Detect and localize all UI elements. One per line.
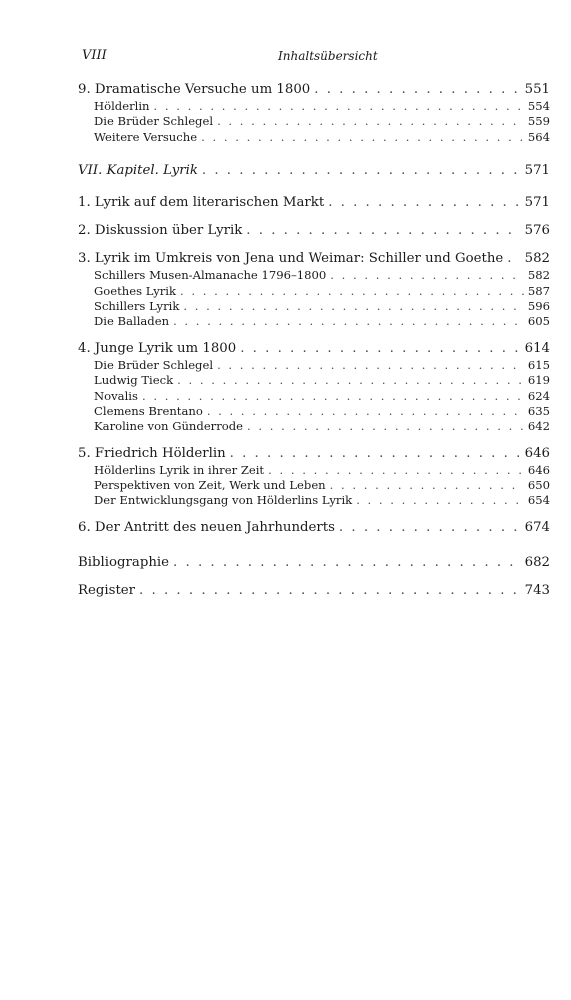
toc-entry[interactable] xyxy=(78,581,550,600)
spacer xyxy=(78,435,550,444)
toc-page-number: 619 xyxy=(527,373,550,388)
toc-entry-title: Perspektiven von Zeit, Werk und Leben xyxy=(94,478,326,493)
leader-dots xyxy=(356,493,524,508)
toc-page-number: 582 xyxy=(527,268,550,283)
toc-page-number: 642 xyxy=(527,419,550,434)
toc-entry-title: Karoline von Günderrode xyxy=(94,419,244,434)
toc-page-number: 571 xyxy=(524,195,550,211)
leader-dots xyxy=(139,581,521,600)
toc-entry-title: Register xyxy=(78,582,136,598)
leader-dots xyxy=(247,419,524,434)
leader-dots xyxy=(230,444,521,463)
toc-page-number: 576 xyxy=(524,223,550,239)
spacer xyxy=(78,509,550,518)
toc-subentry[interactable] xyxy=(78,268,550,283)
toc-entry-title: Der Entwicklungsgang von Hölderlins Lyrik xyxy=(94,493,353,508)
spacer xyxy=(78,330,550,339)
spacer xyxy=(78,212,550,221)
toc-chapter[interactable] xyxy=(78,161,550,180)
toc-page-number: 559 xyxy=(527,114,550,129)
toc-subentry[interactable] xyxy=(78,314,550,329)
toc-entry-title: 5. Friedrich Hölderlin xyxy=(78,445,226,461)
toc-entry-title: Weitere Versuche xyxy=(94,129,198,144)
toc-entry-title: Novalis xyxy=(94,388,138,403)
leader-dots xyxy=(177,373,524,388)
leader-dots xyxy=(173,553,521,572)
toc-entry-title: 2. Diskussion über Lyrik xyxy=(78,223,243,239)
toc-subentry[interactable] xyxy=(78,299,550,314)
toc-page-number: 635 xyxy=(527,403,550,418)
toc-entry-title: Bibliographie xyxy=(78,554,170,570)
toc-entry[interactable] xyxy=(78,80,550,99)
leader-dots xyxy=(507,249,520,268)
toc-entry-title: Die Brüder Schlegel xyxy=(94,357,214,372)
toc-page-number: 615 xyxy=(527,357,550,372)
toc-page-number: 743 xyxy=(524,582,550,598)
toc-entry-title: Hölderlins Lyrik in ihrer Zeit xyxy=(94,462,265,477)
toc-entry-title: 6. Der Antritt des neuen Jahrhunderts xyxy=(78,519,335,535)
toc-page-number: 596 xyxy=(527,298,550,313)
leader-dots xyxy=(314,80,520,99)
toc-entry-title: Ludwig Tieck xyxy=(94,373,174,388)
spacer xyxy=(78,537,550,553)
toc-page-number: 571 xyxy=(524,163,550,179)
leader-dots xyxy=(183,299,523,314)
spacer xyxy=(78,145,550,161)
toc-subentry[interactable] xyxy=(78,493,550,508)
toc-entry-title: Goethes Lyrik xyxy=(94,283,177,298)
running-title: Inhaltsübersicht xyxy=(278,49,378,63)
toc-page-number: 624 xyxy=(527,388,550,403)
toc-page-number: 587 xyxy=(527,283,550,298)
leader-dots xyxy=(201,130,524,145)
toc-chapter-title: VII. Kapitel. Lyrik xyxy=(78,163,198,179)
toc-entry[interactable] xyxy=(78,553,550,572)
toc-entry-title: 1. Lyrik auf dem literarischen Markt xyxy=(78,195,325,211)
leader-dots xyxy=(217,114,524,129)
leader-dots xyxy=(240,339,520,358)
toc-entry-title: 9. Dramatische Versuche um 1800 xyxy=(78,82,311,97)
toc-subentry[interactable] xyxy=(78,114,550,129)
toc-subentry[interactable] xyxy=(78,389,550,404)
page-header xyxy=(82,48,549,68)
toc-subentry[interactable] xyxy=(78,404,550,419)
toc-page-number: 654 xyxy=(527,493,550,508)
toc-entry[interactable] xyxy=(78,249,550,268)
leader-dots xyxy=(217,358,524,373)
toc-page-number: 682 xyxy=(524,554,550,570)
toc-entry-title: Hölderlin xyxy=(94,99,150,113)
leader-dots xyxy=(330,478,524,493)
toc-subentry[interactable] xyxy=(78,358,550,373)
toc-entry-title: 3. Lyrik im Umkreis von Jena und Weimar: Schiller und Goethe xyxy=(78,251,504,267)
table-of-contents xyxy=(78,80,550,600)
toc-entry[interactable] xyxy=(78,518,550,537)
toc-page-number: 646 xyxy=(527,462,550,477)
leader-dots xyxy=(339,518,521,537)
toc-subentry[interactable] xyxy=(78,130,550,145)
toc-entry-title: Schillers Lyrik xyxy=(94,298,180,313)
toc-entry-title: Die Balladen xyxy=(94,314,170,329)
toc-page-number: 646 xyxy=(524,445,550,461)
toc-subentry[interactable] xyxy=(78,463,550,478)
toc-subentry[interactable] xyxy=(78,419,550,434)
toc-page-number: 650 xyxy=(527,478,550,493)
toc-page-number: 564 xyxy=(527,129,550,144)
toc-entry[interactable] xyxy=(78,221,550,240)
toc-page-number: 554 xyxy=(527,99,550,113)
toc-entry[interactable] xyxy=(78,444,550,463)
toc-page-number: 582 xyxy=(524,251,550,267)
toc-page-number: 674 xyxy=(524,519,550,535)
leader-dots xyxy=(330,268,524,283)
toc-entry[interactable] xyxy=(78,193,550,212)
leader-dots xyxy=(180,284,524,299)
toc-entry-title: 4. Junge Lyrik um 1800 xyxy=(78,340,237,356)
toc-subentry[interactable] xyxy=(78,99,550,114)
leader-dots xyxy=(207,404,524,419)
leader-dots xyxy=(328,193,520,212)
toc-entry-title: Die Brüder Schlegel xyxy=(94,114,214,129)
page-number: VIII xyxy=(82,48,107,63)
toc-page-number: 551 xyxy=(524,82,550,97)
toc-page-number: 605 xyxy=(527,314,550,329)
spacer xyxy=(78,572,550,581)
spacer xyxy=(78,240,550,249)
leader-dots xyxy=(246,221,520,240)
toc-entry[interactable] xyxy=(78,339,550,358)
leader-dots xyxy=(268,463,524,478)
toc-page-number: 614 xyxy=(524,340,550,356)
spacer xyxy=(78,180,550,193)
toc-entry-title: Schillers Musen-Almanache 1796–1800 xyxy=(94,268,327,283)
leader-dots xyxy=(142,389,524,404)
toc-subentry[interactable] xyxy=(78,284,550,299)
toc-entry-title: Clemens Brentano xyxy=(94,403,203,418)
leader-dots xyxy=(154,99,524,114)
toc-subentry[interactable] xyxy=(78,373,550,388)
leader-dots xyxy=(173,314,524,329)
leader-dots xyxy=(202,161,521,180)
toc-subentry[interactable] xyxy=(78,478,550,493)
